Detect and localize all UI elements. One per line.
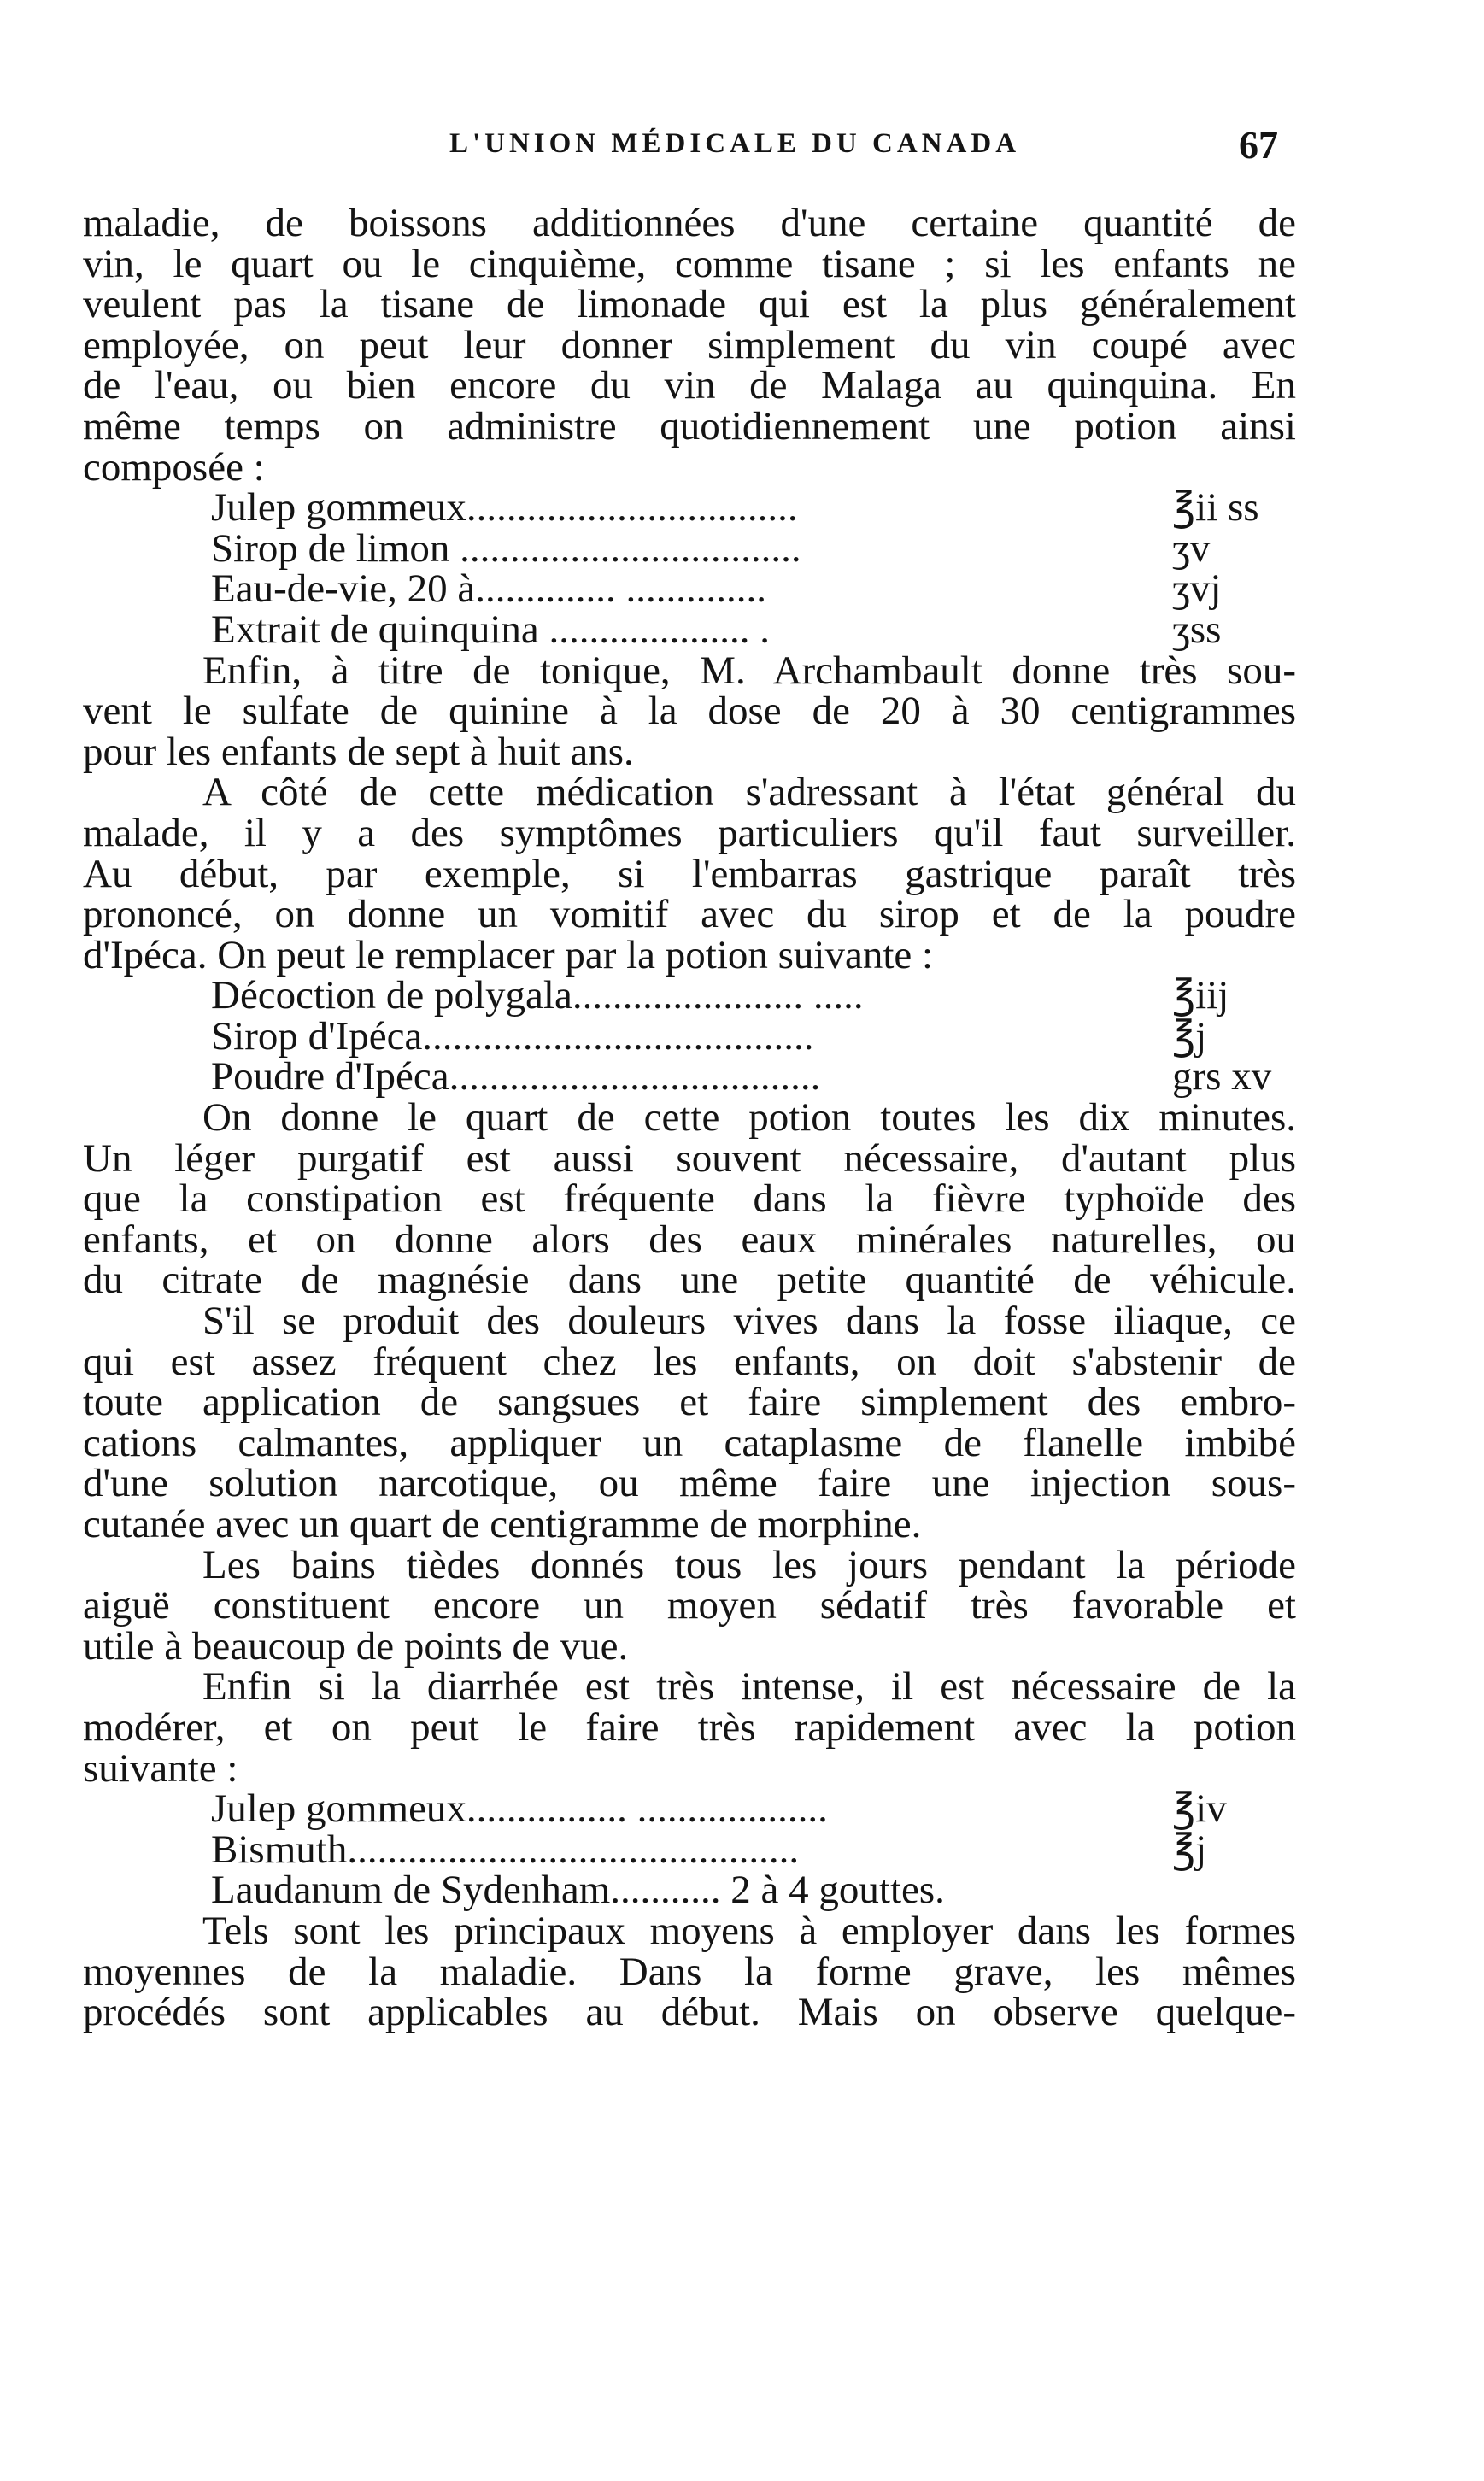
dose-amount: ʒvj (1172, 566, 1222, 612)
line-text: de l'eau, ou bien encore du vin de Malaga au quinquina. En (83, 363, 1296, 408)
running-header: L'UNION MÉDICALE DU CANADA (449, 128, 1021, 159)
recipe-line (83, 566, 1296, 612)
dose-amount: ℥iv (1172, 1786, 1227, 1832)
line-text: Décoction de polygala....................... ..... (211, 973, 864, 1018)
text-line (83, 729, 1296, 774)
line-text: que la constipation est fréquente dans la fièvre typhoïde des (83, 1176, 1296, 1222)
recipe-line (83, 525, 1296, 571)
text-line (83, 241, 1296, 286)
text-line (83, 444, 1296, 490)
text-line (83, 1217, 1296, 1262)
line-text: vent le sulfate de quinine à la dose de 20 à 30 centigrammes (83, 689, 1296, 734)
page-number: 67 (1239, 123, 1278, 167)
text-line (83, 772, 1296, 813)
line-text: Tels sont les principaux moyens à employer dans les formes (202, 1908, 1296, 1953)
text-line (83, 1949, 1296, 1994)
line-text: Julep gommeux................ ................... (211, 1786, 828, 1832)
text-line (83, 1908, 1296, 1953)
text-line (83, 1420, 1296, 1465)
recipe-line (83, 1870, 1296, 1911)
line-text: maladie, de boissons additionnées d'une certaine quantité de (83, 201, 1296, 245)
line-text: Enfin si la diarrhée est très intense, il est nécessaire de la (202, 1664, 1296, 1710)
line-text: Poudre d'Ipéca..................................... (211, 1054, 821, 1100)
line-text: Extrait de quinquina .................... . (211, 607, 770, 652)
line-text: cutanée avec un quart de centigramme de morphine. (83, 1502, 922, 1546)
line-text: qui est assez fréquent chez les enfants, on doit s'abstenir de (83, 1339, 1296, 1384)
text-line (83, 1704, 1296, 1750)
text-line (83, 1992, 1296, 2033)
line-text: employée, on peut leur donner simplement du vin coupé avec (83, 322, 1296, 367)
line-text: procédés sont applicables au début. Mais on observe quelque- (83, 1990, 1296, 2035)
text-line (83, 1260, 1296, 1301)
line-text: prononcé, on donne un vomitif avec du sirop et de la poudre (83, 892, 1296, 937)
line-text: modérer, et on peut le faire très rapidement avec la potion (83, 1704, 1296, 1750)
recipe-line (83, 485, 1296, 531)
body-text (83, 203, 1296, 2033)
line-text: Sirop de limon .................................. (211, 525, 801, 571)
text-line (83, 284, 1296, 326)
text-line (83, 648, 1296, 693)
dose-amount: ʒv (1172, 525, 1211, 571)
line-text: moyennes de la maladie. Dans la forme grave, les mêmes (83, 1949, 1296, 1994)
recipe-line (83, 1786, 1296, 1832)
dose-amount: ℥j (1172, 1827, 1207, 1872)
text-line (83, 1339, 1296, 1384)
line-text: Laudanum de Sydenham........... 2 à 4 gouttes. (211, 1868, 945, 1913)
line-text: S'il se produit des douleurs vives dans la fosse iliaque, ce (202, 1299, 1296, 1344)
line-text: utile à beaucoup de points de vue. (83, 1623, 629, 1669)
text-line (83, 1504, 1296, 1545)
text-line (83, 203, 1296, 244)
line-text: pour les enfants de sept à huit ans. (83, 729, 634, 774)
recipe-line (83, 1054, 1296, 1100)
recipe-line (83, 607, 1296, 652)
line-text: On donne le quart de cette potion toutes les dix minutes. (202, 1095, 1296, 1141)
line-text: enfants, et on donne alors des eaux minérales naturelles, ou (83, 1217, 1296, 1262)
recipe-line (83, 1827, 1296, 1872)
line-text: d'une solution narcotique, ou même faire une injection sous- (83, 1461, 1296, 1506)
dose-amount: ℥j (1172, 1013, 1207, 1059)
text-line (83, 894, 1296, 936)
line-text: Julep gommeux................................. (211, 485, 798, 531)
line-text: A côté de cette médication s'adressant à l'état général du (202, 770, 1296, 815)
text-line (83, 1745, 1296, 1791)
text-line (83, 322, 1296, 367)
line-text: composée : (83, 444, 265, 490)
text-line (83, 1623, 1296, 1669)
line-text: Enfin, à titre de tonique, M. Archambault donne très sou- (202, 648, 1296, 693)
text-line (83, 1301, 1296, 1342)
recipe-line (83, 1013, 1296, 1059)
recipe-line (83, 973, 1296, 1018)
line-text: Un léger purgatif est aussi souvent nécessaire, d'autant plus (83, 1135, 1296, 1181)
line-text: du citrate de magnésie dans une petite quantité de véhicule. (83, 1258, 1296, 1303)
text-line (83, 403, 1296, 449)
text-line (83, 1542, 1296, 1587)
line-text: cations calmantes, appliquer un cataplasme de flanelle imbibé (83, 1420, 1296, 1465)
line-text: Les bains tièdes donnés tous les jours pendant la période (202, 1542, 1296, 1587)
text-line (83, 810, 1296, 855)
line-text: Au début, par exemple, si l'embarras gastrique paraît très (83, 851, 1296, 896)
line-text: vin, le quart ou le cinquième, comme tisane ; si les enfants ne (83, 241, 1296, 286)
dose-amount: ℥ii ss (1172, 485, 1259, 531)
line-text: d'Ipéca. On peut le remplacer par la potion suivante : (83, 932, 934, 977)
dose-amount: ʒss (1172, 607, 1222, 652)
text-line (83, 1176, 1296, 1222)
text-line (83, 1463, 1296, 1504)
line-text: même temps on administre quotidiennement une potion ainsi (83, 403, 1296, 449)
line-text: Bismuth............................................. (211, 1827, 800, 1872)
text-line (83, 1583, 1296, 1628)
text-line (83, 851, 1296, 896)
line-text: toute application de sangsues et faire simplement des embro- (83, 1380, 1296, 1425)
text-line (83, 1382, 1296, 1423)
line-text: veulent pas la tisane de limonade qui est la plus généralement (83, 282, 1296, 327)
line-text: Sirop d'Ipéca....................................... (211, 1013, 814, 1059)
line-text: malade, il y a des symptômes particuliers qu'il faut surveiller. (83, 810, 1296, 855)
dose-amount: ℥iij (1172, 973, 1229, 1018)
line-text: Eau-de-vie, 20 à.............. .............. (211, 566, 767, 612)
text-line (83, 1664, 1296, 1710)
text-line (83, 363, 1296, 408)
text-line (83, 932, 1296, 977)
text-line (83, 1135, 1296, 1181)
line-text: aiguë constituent encore un moyen sédatif très favorable et (83, 1583, 1296, 1628)
text-line (83, 691, 1296, 732)
dose-amount: grs xv (1172, 1054, 1272, 1100)
line-text: suivante : (83, 1745, 238, 1791)
text-line (83, 1095, 1296, 1141)
